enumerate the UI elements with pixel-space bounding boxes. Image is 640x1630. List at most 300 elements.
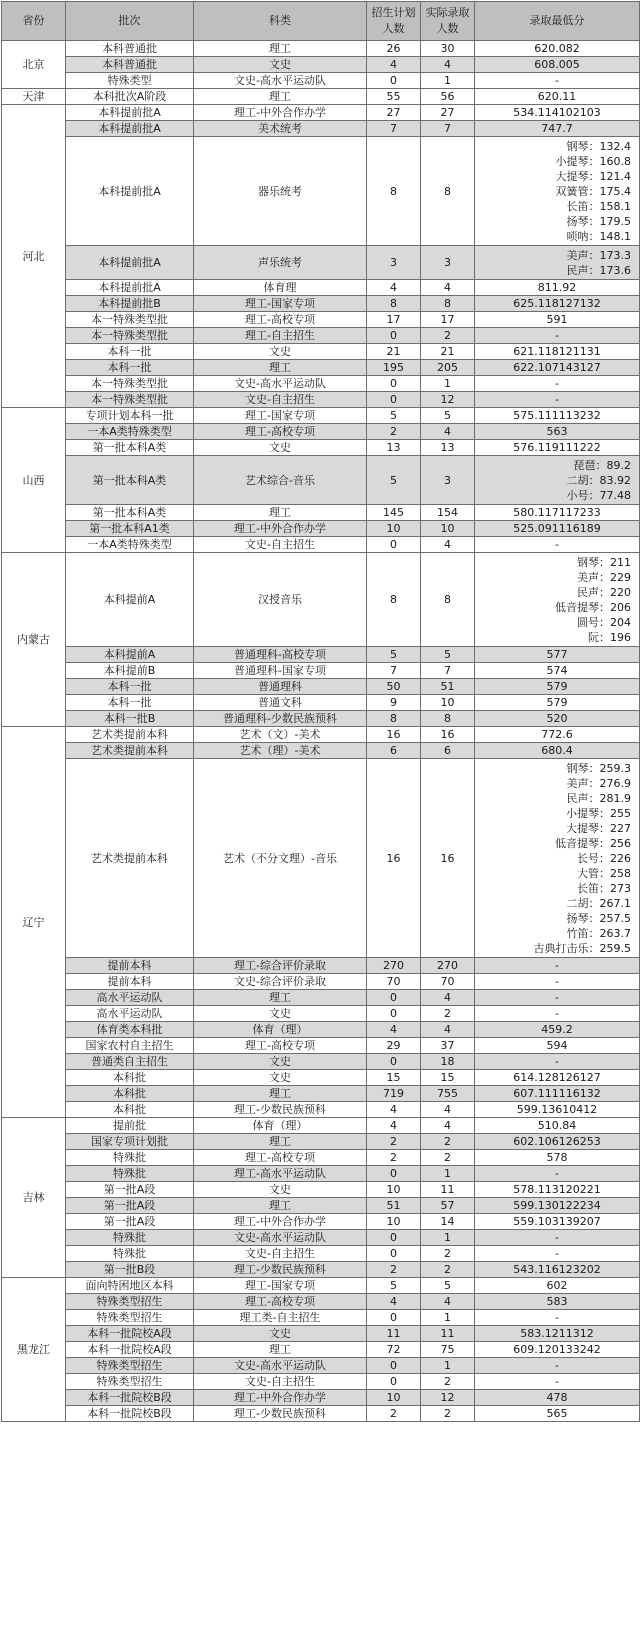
plan-cell: 50 [367,679,421,695]
plan-cell: 719 [367,1086,421,1102]
score-line: 长笛：158.1 [566,199,631,213]
score-line: 二胡：83.92 [566,473,631,487]
plan-cell: 0 [367,1374,421,1390]
table-row [2,312,640,328]
table-row [2,1374,640,1390]
table-row [2,1230,640,1246]
plan-cell: 0 [367,392,421,408]
plan-cell: 16 [367,727,421,743]
score-line: 扬琴：257.5 [566,911,631,925]
score-line: 长号：226 [577,851,631,865]
plan-cell: 7 [367,121,421,137]
category-cell: 理工-中外合作办学 [194,105,367,121]
category-cell: 理工-少数民族预科 [194,1102,367,1118]
plan-cell: 4 [367,1294,421,1310]
score-line: 民声：281.9 [566,791,631,805]
table-row [2,1134,640,1150]
header-actual: 实际录取人数 [421,2,475,41]
category-cell: 文史 [194,1182,367,1198]
table-row [2,137,640,246]
table-row [2,974,640,990]
category-cell: 普通理科-高校专项 [194,647,367,663]
min-score-cell: 680.4 [475,743,640,759]
category-cell: 理工 [194,990,367,1006]
batch-cell: 本科提前批A [66,246,194,280]
plan-cell: 5 [367,456,421,505]
score-line: 阮：196 [588,630,631,644]
table-row [2,537,640,553]
category-cell: 理工类-自主招生 [194,1310,367,1326]
plan-cell: 6 [367,743,421,759]
table-row [2,521,640,537]
min-score-cell: 609.120133242 [475,1342,640,1358]
score-line: 竹笛：263.7 [566,926,631,940]
batch-cell: 第一批本科A1类 [66,521,194,537]
batch-cell: 特殊类型招生 [66,1294,194,1310]
plan-cell: 0 [367,328,421,344]
score-line: 民声：220 [577,585,631,599]
score-line: 钢琴：211 [577,555,631,569]
min-score-cell [475,246,640,280]
plan-cell: 195 [367,360,421,376]
actual-cell: 70 [421,974,475,990]
min-score-cell: 602.106126253 [475,1134,640,1150]
min-score-cell: - [475,1006,640,1022]
category-cell: 文史 [194,1070,367,1086]
min-score-cell: 620.082 [475,41,640,57]
category-cell: 理工-中外合作办学 [194,521,367,537]
category-cell: 艺术综合-音乐 [194,456,367,505]
min-score-cell: - [475,974,640,990]
batch-cell: 第一批本科A类 [66,440,194,456]
actual-cell: 4 [421,57,475,73]
plan-cell: 10 [367,1182,421,1198]
min-score-cell: 607.111116132 [475,1086,640,1102]
batch-cell: 第一批本科A类 [66,505,194,521]
min-score-cell: - [475,1310,640,1326]
actual-cell: 30 [421,41,475,57]
min-score-cell: - [475,328,640,344]
plan-cell: 13 [367,440,421,456]
min-score-cell: - [475,73,640,89]
plan-cell: 0 [367,1166,421,1182]
plan-cell: 21 [367,344,421,360]
batch-cell: 一本A类特殊类型 [66,537,194,553]
batch-cell: 本科提前批A [66,280,194,296]
table-row [2,392,640,408]
plan-cell: 2 [367,1150,421,1166]
actual-cell: 1 [421,1310,475,1326]
category-cell: 文史-高水平运动队 [194,1230,367,1246]
table-row [2,280,640,296]
actual-cell: 4 [421,280,475,296]
table-row [2,296,640,312]
batch-cell: 高水平运动队 [66,990,194,1006]
min-score-cell: 622.107143127 [475,360,640,376]
province-cell: 北京 [2,41,66,89]
min-score-cell [475,553,640,647]
table-row [2,376,640,392]
actual-cell: 4 [421,990,475,1006]
actual-cell: 10 [421,521,475,537]
min-score-cell: 525.091116189 [475,521,640,537]
category-cell: 文史 [194,1054,367,1070]
min-score-cell: 599.13610412 [475,1102,640,1118]
category-cell: 文史-自主招生 [194,1246,367,1262]
batch-cell: 本科一批 [66,679,194,695]
actual-cell: 7 [421,121,475,137]
category-cell: 理工-自主招生 [194,328,367,344]
admission-table [1,1,640,1422]
batch-cell: 本科一批院校B段 [66,1406,194,1422]
batch-cell: 本科一批 [66,344,194,360]
batch-cell: 本科批 [66,1086,194,1102]
batch-cell: 本科批 [66,1070,194,1086]
category-cell: 理工-高校专项 [194,1038,367,1054]
table-row [2,1070,640,1086]
min-score-cell: 579 [475,679,640,695]
header-plan: 招生计划人数 [367,2,421,41]
province-cell: 辽宁 [2,727,66,1118]
score-line: 大管：258 [577,866,631,880]
min-score-cell [475,456,640,505]
table-row [2,41,640,57]
score-line: 钢琴：132.4 [566,139,631,153]
batch-cell: 特殊批 [66,1230,194,1246]
min-score-cell: 602 [475,1278,640,1294]
batch-cell: 本科一批院校B段 [66,1390,194,1406]
category-cell: 理工-国家专项 [194,296,367,312]
actual-cell: 21 [421,344,475,360]
table-row [2,743,640,759]
table-row [2,695,640,711]
batch-cell: 本科批次A阶段 [66,89,194,105]
actual-cell: 4 [421,1118,475,1134]
category-cell: 体育（理） [194,1118,367,1134]
plan-cell: 2 [367,1262,421,1278]
province-cell: 吉林 [2,1118,66,1278]
plan-cell: 2 [367,1406,421,1422]
table-row [2,1102,640,1118]
score-line: 低音提琴：256 [555,836,631,850]
plan-cell: 4 [367,1118,421,1134]
actual-cell: 7 [421,663,475,679]
category-cell: 体育理 [194,280,367,296]
table-row [2,1294,640,1310]
batch-cell: 特殊批 [66,1246,194,1262]
min-score-cell [475,759,640,958]
score-line: 美声：173.3 [566,248,631,262]
actual-cell: 5 [421,1278,475,1294]
table-row [2,553,640,647]
table-row [2,679,640,695]
actual-cell: 4 [421,1294,475,1310]
category-cell: 普通理科-少数民族预科 [194,711,367,727]
actual-cell: 154 [421,505,475,521]
category-cell: 文史-高水平运动队 [194,73,367,89]
table-row [2,1150,640,1166]
table-row [2,456,640,505]
min-score-cell [475,137,640,246]
table-row [2,360,640,376]
table-row [2,1198,640,1214]
actual-cell: 12 [421,392,475,408]
batch-cell: 本科提前批A [66,105,194,121]
table-row [2,440,640,456]
category-cell: 理工 [194,41,367,57]
min-score-cell: - [475,1358,640,1374]
min-score-cell: 576.119111222 [475,440,640,456]
plan-cell: 270 [367,958,421,974]
category-cell: 理工-少数民族预科 [194,1262,367,1278]
plan-cell: 4 [367,280,421,296]
plan-cell: 2 [367,424,421,440]
score-line: 美声：229 [577,570,631,584]
category-cell: 普通文科 [194,695,367,711]
batch-cell: 本科普通批 [66,41,194,57]
table-row [2,408,640,424]
plan-cell: 10 [367,1214,421,1230]
header-province: 省份 [2,2,66,41]
category-cell: 理工 [194,89,367,105]
actual-cell: 755 [421,1086,475,1102]
actual-cell: 10 [421,695,475,711]
actual-cell: 15 [421,1070,475,1086]
min-score-cell: 579 [475,695,640,711]
min-score-cell: 559.103139207 [475,1214,640,1230]
header-min-score: 录取最低分 [475,2,640,41]
batch-cell: 面向特困地区本科 [66,1278,194,1294]
batch-cell: 国家专项计划批 [66,1134,194,1150]
category-cell: 艺术（理）-美术 [194,743,367,759]
plan-cell: 8 [367,296,421,312]
category-cell: 文史-综合评价录取 [194,974,367,990]
plan-cell: 8 [367,553,421,647]
batch-cell: 本科一批院校A段 [66,1326,194,1342]
batch-cell: 本科提前A [66,553,194,647]
batch-cell: 本科一批 [66,360,194,376]
plan-cell: 3 [367,246,421,280]
batch-cell: 本一特殊类型批 [66,392,194,408]
plan-cell: 4 [367,57,421,73]
score-line: 美声：276.9 [566,776,631,790]
actual-cell: 37 [421,1038,475,1054]
min-score-cell: 574 [475,663,640,679]
actual-cell: 8 [421,137,475,246]
plan-cell: 4 [367,1102,421,1118]
min-score-cell: - [475,376,640,392]
min-score-cell: 565 [475,1406,640,1422]
min-score-cell: 594 [475,1038,640,1054]
min-score-cell: 583 [475,1294,640,1310]
plan-cell: 26 [367,41,421,57]
score-line: 钢琴：259.3 [566,761,631,775]
category-cell: 体育（理） [194,1022,367,1038]
min-score-cell: 478 [475,1390,640,1406]
table-row [2,105,640,121]
category-cell: 文史 [194,1326,367,1342]
plan-cell: 0 [367,1246,421,1262]
min-score-cell: - [475,1246,640,1262]
score-line: 小号：77.48 [566,488,631,502]
min-score-cell: - [475,1374,640,1390]
min-score-cell: - [475,1054,640,1070]
min-score-cell: 591 [475,312,640,328]
batch-cell: 特殊类型招生 [66,1374,194,1390]
score-line: 大提琴：121.4 [555,169,631,183]
score-line: 小提琴：160.8 [555,154,631,168]
batch-cell: 本科提前A [66,647,194,663]
batch-cell: 本科普通批 [66,57,194,73]
min-score-cell: 599.130122234 [475,1198,640,1214]
plan-cell: 0 [367,537,421,553]
category-cell: 普通理科-国家专项 [194,663,367,679]
plan-cell: 0 [367,376,421,392]
plan-cell: 5 [367,1278,421,1294]
actual-cell: 205 [421,360,475,376]
actual-cell: 2 [421,1150,475,1166]
batch-cell: 提前本科 [66,958,194,974]
actual-cell: 11 [421,1326,475,1342]
min-score-cell: - [475,537,640,553]
plan-cell: 11 [367,1326,421,1342]
batch-cell: 艺术类提前本科 [66,743,194,759]
batch-cell: 艺术类提前本科 [66,727,194,743]
min-score-cell: 621.118121131 [475,344,640,360]
batch-cell: 特殊批 [66,1166,194,1182]
table-row [2,1022,640,1038]
batch-cell: 本一特殊类型批 [66,328,194,344]
min-score-cell: - [475,1166,640,1182]
actual-cell: 1 [421,1166,475,1182]
category-cell: 声乐统考 [194,246,367,280]
actual-cell: 13 [421,440,475,456]
category-cell: 文史-自主招生 [194,537,367,553]
batch-cell: 一本A类特殊类型 [66,424,194,440]
table-row [2,1166,640,1182]
batch-cell: 本一特殊类型批 [66,376,194,392]
province-cell: 内蒙古 [2,553,66,727]
province-cell: 天津 [2,89,66,105]
actual-cell: 51 [421,679,475,695]
table-row [2,1086,640,1102]
category-cell: 理工-少数民族预科 [194,1406,367,1422]
category-cell: 理工 [194,1086,367,1102]
actual-cell: 18 [421,1054,475,1070]
actual-cell: 16 [421,727,475,743]
category-cell: 艺术（文）-美术 [194,727,367,743]
table-row [2,89,640,105]
actual-cell: 3 [421,456,475,505]
plan-cell: 10 [367,521,421,537]
score-line: 双簧管：175.4 [555,184,631,198]
actual-cell: 6 [421,743,475,759]
actual-cell: 8 [421,711,475,727]
actual-cell: 5 [421,408,475,424]
actual-cell: 2 [421,1134,475,1150]
batch-cell: 特殊类型招生 [66,1358,194,1374]
category-cell: 文史-高水平运动队 [194,1358,367,1374]
category-cell: 文史-自主招生 [194,392,367,408]
table-row [2,990,640,1006]
category-cell: 理工 [194,360,367,376]
batch-cell: 本科一批B [66,711,194,727]
table-row [2,727,640,743]
category-cell: 汉授音乐 [194,553,367,647]
min-score-cell: 620.11 [475,89,640,105]
actual-cell: 2 [421,1006,475,1022]
actual-cell: 4 [421,537,475,553]
table-row [2,1054,640,1070]
table-row [2,1262,640,1278]
table-row [2,647,640,663]
batch-cell: 第一批本科A类 [66,456,194,505]
table-row [2,958,640,974]
score-line: 大提琴：227 [566,821,631,835]
min-score-cell: 811.92 [475,280,640,296]
batch-cell: 本一特殊类型批 [66,312,194,328]
table-row [2,1390,640,1406]
table-row [2,1326,640,1342]
table-row [2,759,640,958]
plan-cell: 2 [367,1134,421,1150]
actual-cell: 16 [421,759,475,958]
plan-cell: 0 [367,73,421,89]
category-cell: 器乐统考 [194,137,367,246]
table-row [2,1118,640,1134]
min-score-cell: 772.6 [475,727,640,743]
batch-cell: 专项计划本科一批 [66,408,194,424]
plan-cell: 5 [367,647,421,663]
plan-cell: 10 [367,1390,421,1406]
plan-cell: 0 [367,1358,421,1374]
batch-cell: 第一批A段 [66,1182,194,1198]
province-cell: 黑龙江 [2,1278,66,1422]
min-score-cell: 747.7 [475,121,640,137]
plan-cell: 0 [367,990,421,1006]
category-cell: 文史 [194,344,367,360]
score-line: 古典打击乐：259.5 [533,941,631,955]
plan-cell: 70 [367,974,421,990]
plan-cell: 0 [367,1054,421,1070]
actual-cell: 75 [421,1342,475,1358]
actual-cell: 1 [421,73,475,89]
batch-cell: 本科一批 [66,695,194,711]
table-row [2,1342,640,1358]
actual-cell: 2 [421,1262,475,1278]
category-cell: 艺术（不分文理）-音乐 [194,759,367,958]
actual-cell: 57 [421,1198,475,1214]
actual-cell: 5 [421,647,475,663]
category-cell: 文史 [194,440,367,456]
batch-cell: 体育类本科批 [66,1022,194,1038]
batch-cell: 提前批 [66,1118,194,1134]
score-line: 扬琴：179.5 [566,214,631,228]
table-row [2,1006,640,1022]
plan-cell: 0 [367,1230,421,1246]
batch-cell: 高水平运动队 [66,1006,194,1022]
table-row [2,1358,640,1374]
score-line: 琵琶：89.2 [573,458,631,472]
table-row [2,57,640,73]
batch-cell: 艺术类提前本科 [66,759,194,958]
actual-cell: 2 [421,328,475,344]
batch-cell: 第一批B段 [66,1262,194,1278]
batch-cell: 普通类自主招生 [66,1054,194,1070]
table-row [2,1182,640,1198]
table-row [2,1038,640,1054]
actual-cell: 1 [421,1230,475,1246]
